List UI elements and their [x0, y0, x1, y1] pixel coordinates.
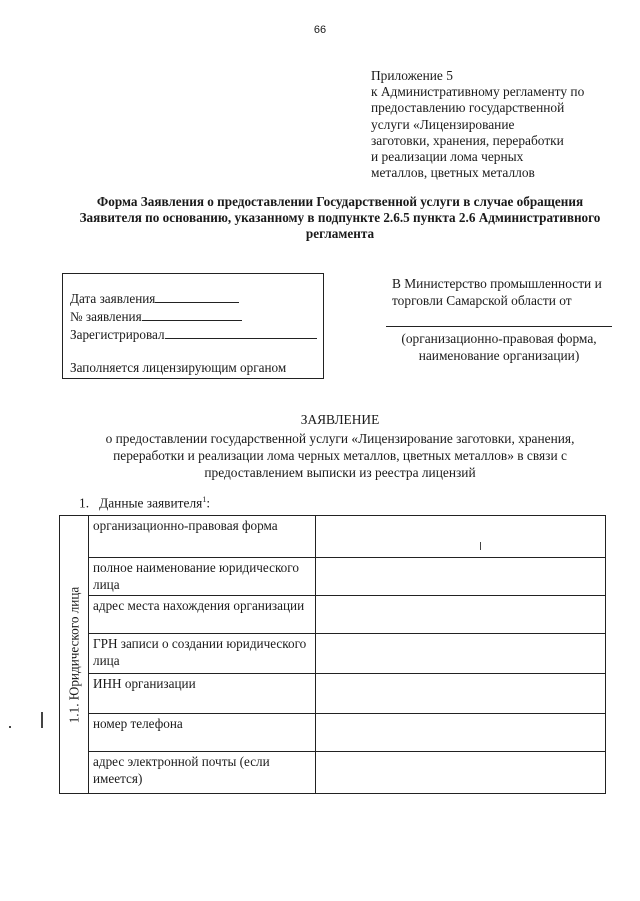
phone-value[interactable]	[316, 714, 606, 752]
table-row	[60, 596, 606, 634]
row-label: ГРН записи о создании юридического лица	[89, 634, 316, 674]
page-number: 66	[313, 24, 327, 36]
addressee-line: В Министерство промышленности и	[392, 276, 602, 291]
appendix-note	[371, 68, 611, 181]
statement-line: переработки и реализации лома черных металлов, цветных металлов» в связи с	[113, 448, 567, 463]
row-label: организационно-правовая форма	[89, 516, 316, 558]
scan-speck	[480, 542, 481, 550]
appendix-line: к Административному регламенту по	[371, 84, 585, 100]
appendix-line: и реализации лома черных	[371, 149, 524, 165]
section-heading	[79, 495, 210, 511]
application-date-field[interactable]	[70, 290, 239, 307]
full-name-value[interactable]	[316, 558, 606, 596]
statement-line: о предоставлении государственной услуги «Лицензирование заготовки, хранения,	[105, 431, 575, 446]
table-row	[60, 516, 606, 558]
scan-speck	[9, 726, 11, 728]
statement-title: ЗАЯВЛЕНИЕ	[300, 412, 380, 427]
table-row	[60, 714, 606, 752]
registered-by-label: Зарегистрировал	[70, 327, 165, 342]
form-title	[60, 194, 620, 242]
table-row	[60, 634, 606, 674]
form-title-line: регламента	[305, 226, 375, 241]
table-row	[60, 752, 606, 794]
registered-by-blank[interactable]	[165, 326, 317, 339]
scan-speck	[41, 712, 43, 728]
appendix-line: металлов, цветных металлов	[371, 165, 535, 181]
application-number-blank[interactable]	[142, 308, 242, 321]
registered-by-field[interactable]	[70, 326, 317, 343]
organization-blank-line[interactable]	[386, 326, 612, 327]
application-date-label: Дата заявления	[70, 291, 156, 306]
applicant-table	[59, 515, 606, 794]
row-label: адрес электронной почты (если имеется)	[89, 752, 316, 794]
form-title-line: Форма Заявления о предоставлении Государственной услуги в случае обращения	[96, 194, 584, 209]
legal-form-value[interactable]	[316, 516, 606, 558]
section-title: Данные заявителя	[99, 495, 203, 511]
statement-subtitle	[60, 430, 620, 481]
email-value[interactable]	[316, 752, 606, 794]
appendix-line: Приложение 5	[371, 68, 453, 83]
application-number-field[interactable]	[70, 308, 242, 325]
organization-hint	[386, 330, 612, 364]
row-label: адрес места нахождения организации	[89, 596, 316, 634]
side-label: 1.1. Юридического лица	[66, 586, 82, 723]
address-value[interactable]	[316, 596, 606, 634]
row-label: ИНН организации	[89, 674, 316, 714]
section-number: 1.	[79, 495, 90, 511]
side-label-cell	[60, 516, 89, 794]
section-colon: :	[206, 495, 211, 511]
row-label: номер телефона	[89, 714, 316, 752]
organization-hint-line: наименование организации)	[418, 348, 580, 363]
table-row	[60, 674, 606, 714]
registration-note: Заполняется лицензирующим органом	[70, 360, 287, 375]
organization-hint-line: (организационно-правовая форма,	[401, 331, 597, 346]
appendix-line: заготовки, хранения, переработки	[371, 132, 564, 148]
footnote-mark: 1	[202, 495, 207, 504]
application-date-blank[interactable]	[155, 290, 239, 303]
statement-line: предоставлением выписки из реестра лицензий	[204, 465, 476, 480]
table-row	[60, 558, 606, 596]
application-number-label: № заявления	[70, 309, 142, 324]
appendix-line: предоставлению государственной	[371, 100, 565, 116]
form-title-line: Заявителя по основанию, указанному в подпункте 2.6.5 пункта 2.6 Административного	[79, 210, 601, 225]
inn-value[interactable]	[316, 674, 606, 714]
appendix-line: услуги «Лицензирование	[371, 116, 515, 132]
registration-box	[62, 273, 324, 379]
row-label: полное наименование юридического лица	[89, 558, 316, 596]
addressee	[392, 275, 602, 309]
ogrn-value[interactable]	[316, 634, 606, 674]
addressee-line: торговли Самарской области от	[392, 293, 572, 308]
